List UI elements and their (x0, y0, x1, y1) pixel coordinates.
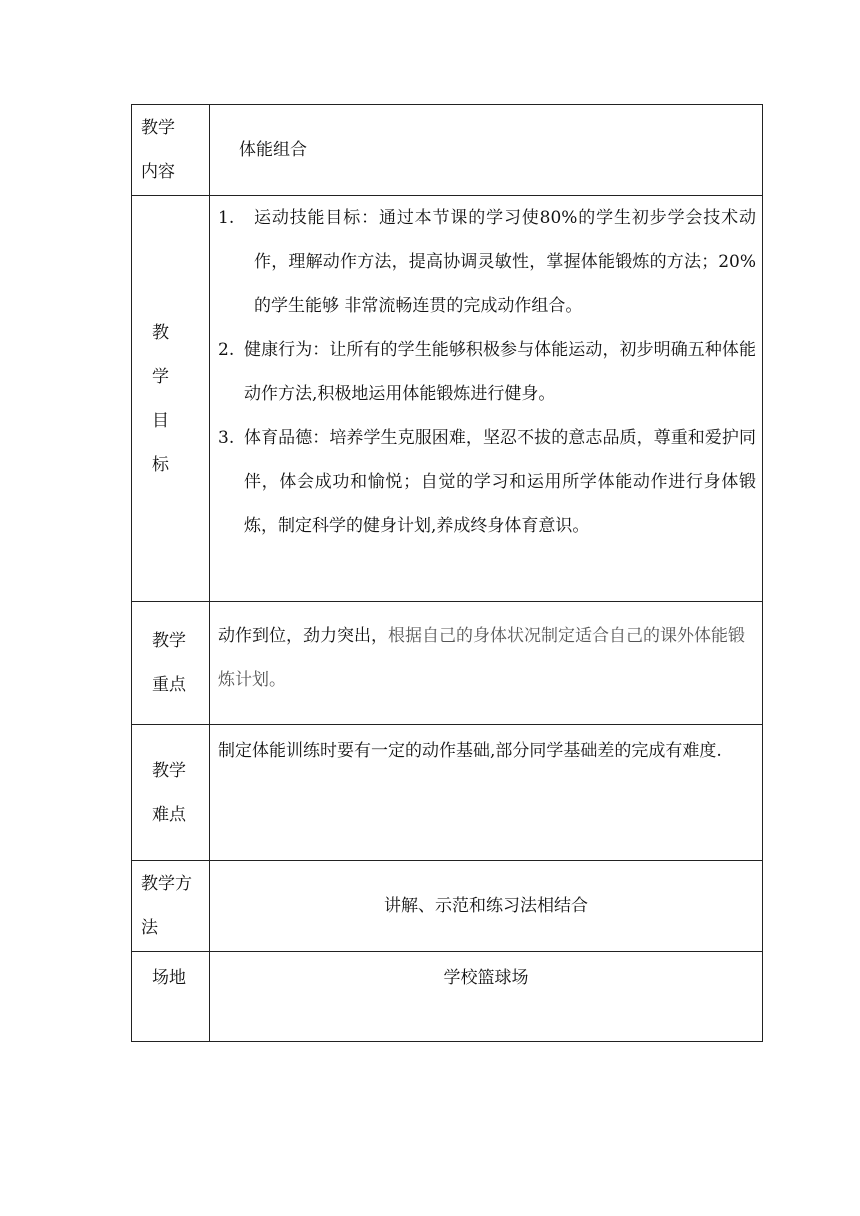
goals-list (210, 196, 763, 602)
row-key-points (132, 602, 763, 725)
value-method: 讲解、示范和练习法相结合 (210, 861, 763, 952)
label-line: 难点 (152, 804, 186, 825)
goal-number: 1. (218, 208, 235, 228)
row-teaching-content (132, 105, 763, 196)
label-line: 法 (141, 918, 158, 938)
value-key-points (210, 602, 763, 725)
goal-item (218, 328, 756, 416)
goal-text: 健康行为：让所有的学生能够积极参与体能运动，初步明确五种体能动作方法,积极地运用体能锻炼进行健身。 (244, 340, 756, 404)
label-teaching-content (132, 105, 210, 196)
row-teaching-goals (132, 196, 763, 602)
goal-text: 体育品德：培养学生克服困难，坚忍不拔的意志品质，尊重和爱护同伴，体会成功和愉悦；自觉的学习和运用所学体能动作进行身体锻炼，制定科学的健身计划,养成终身体育意识。 (244, 428, 756, 536)
label-char: 学 (152, 366, 169, 387)
goal-number: 2. (218, 340, 235, 360)
row-method (132, 861, 763, 952)
label-line: 教学 (152, 631, 186, 651)
value-difficulties: 制定体能训练时要有一定的动作基础,部分同学基础差的完成有难度. (210, 725, 763, 861)
label-char: 标 (152, 454, 169, 475)
label-line: 内容 (141, 162, 175, 182)
value-venue: 学校篮球场 (210, 952, 763, 1042)
label-char: 教 (152, 322, 169, 343)
label-line: 重点 (152, 675, 186, 695)
label-line: 教学 (152, 760, 186, 781)
label-line: 教学 (141, 118, 175, 138)
label-method (132, 861, 210, 952)
row-venue (132, 952, 763, 1042)
label-difficulties (132, 725, 210, 861)
key-points-text: 动作到位，劲力突出， (218, 626, 388, 646)
row-difficulties (132, 725, 763, 861)
label-venue: 场地 (132, 952, 210, 1042)
key-points-text-gray: 根据自己的身体状况制定适合自己的课外体能锻炼计划。 (218, 626, 745, 690)
goal-number: 3. (218, 428, 235, 448)
lesson-plan-table (131, 104, 763, 1042)
goal-item (218, 416, 756, 548)
goal-text: 运动技能目标：通过本节课的学习使80%的学生初步学会技术动作，理解动作方法，提高协调灵敏性，掌握体能锻炼的方法；20%的学生能够 非常流畅连贯的完成动作组合。 (254, 208, 756, 316)
label-line: 教学方 (141, 874, 192, 894)
label-key-points (132, 602, 210, 725)
goal-item (218, 196, 756, 328)
label-teaching-goals (132, 196, 210, 602)
value-teaching-content: 体能组合 (210, 105, 763, 196)
label-char: 目 (152, 410, 169, 431)
